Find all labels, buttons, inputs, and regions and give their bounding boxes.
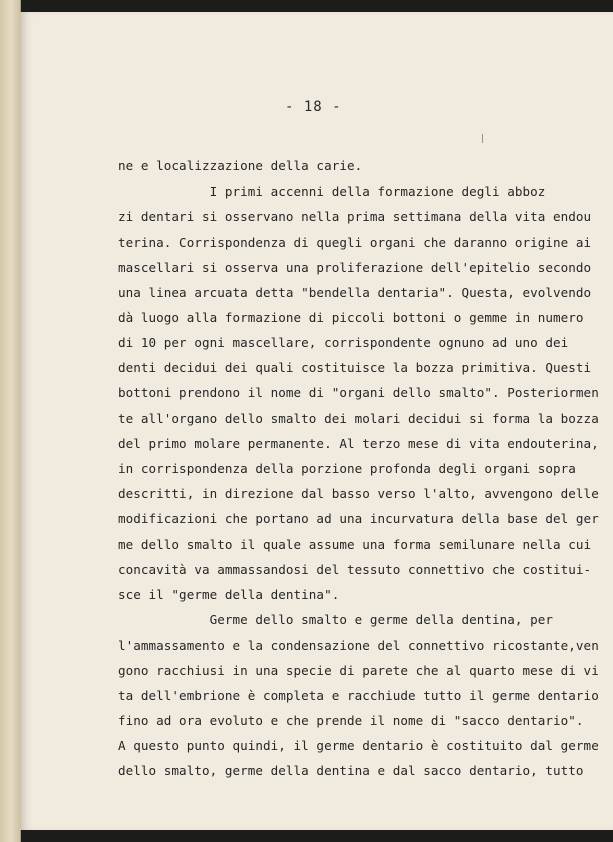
- text-line-4: terina. Corrispondenza di quegli organi che daranno origine ai: [118, 235, 592, 250]
- text-line-3: zi dentari si osservano nella prima settimana della vita endou: [118, 209, 592, 224]
- text-line-14: descritti, in direzione dal basso verso l'alto, avvengono delle: [118, 486, 599, 501]
- text-line-1: ne e localizzazione della carie.: [118, 158, 363, 173]
- text-line-17: concavità va ammassandosi del tessuto connettivo che costitui-: [118, 562, 592, 577]
- text-line-23: fino ad ora evoluto e che prende il nome di "sacco dentario".: [118, 713, 584, 728]
- text-line-16: me dello smalto il quale assume una forma semilunare nella cui: [118, 537, 592, 552]
- text-line-24: A questo punto quindi, il germe dentario è costituito dal germe: [118, 738, 599, 753]
- text-line-15: modificazioni che portano ad una incurvatura della base del ger: [118, 511, 599, 526]
- text-line-5: mascellari si osserva una proliferazione dell'epitelio secondo: [118, 260, 592, 275]
- text-line-19: Germe dello smalto e germe della dentina, per: [118, 612, 554, 627]
- text-line-13: in corrispondenza della porzione profonda degli organi sopra: [118, 461, 576, 476]
- text-line-9: denti decidui dei quali costituisce la bozza primitiva. Questi: [118, 360, 592, 375]
- text-line-22: ta dell'embrione è completa e racchiude tutto il germe dentario: [118, 688, 599, 703]
- text-line-7: dà luogo alla formazione di piccoli bottoni o gemme in numero: [118, 310, 584, 325]
- text-line-21: gono racchiusi in una specie di parete che al quarto mese di vi: [118, 663, 599, 678]
- page-number: - 18 -: [285, 99, 342, 115]
- text-line-25: dello smalto, germe della dentina e dal sacco dentario, tutto: [118, 763, 584, 778]
- text-line-18: sce il "germe della dentina".: [118, 587, 340, 602]
- text-line-20: l'ammassamento e la condensazione del connettivo ricostante,ven: [118, 638, 599, 653]
- text-line-6: una linea arcuata detta "bendella dentaria". Questa, evolvendo: [118, 285, 592, 300]
- text-line-8: di 10 per ogni mascellare, corrispondente ognuno ad uno dei: [118, 335, 569, 350]
- text-line-2: I primi accenni della formazione degli abboz: [118, 184, 546, 199]
- text-line-11: te all'organo dello smalto dei molari decidui si forma la bozza: [118, 411, 599, 426]
- text-line-12: del primo molare permanente. Al terzo mese di vita endouterina,: [118, 436, 599, 451]
- text-line-10: bottoni prendono il nome di "organi dello smalto". Posteriormen: [118, 385, 599, 400]
